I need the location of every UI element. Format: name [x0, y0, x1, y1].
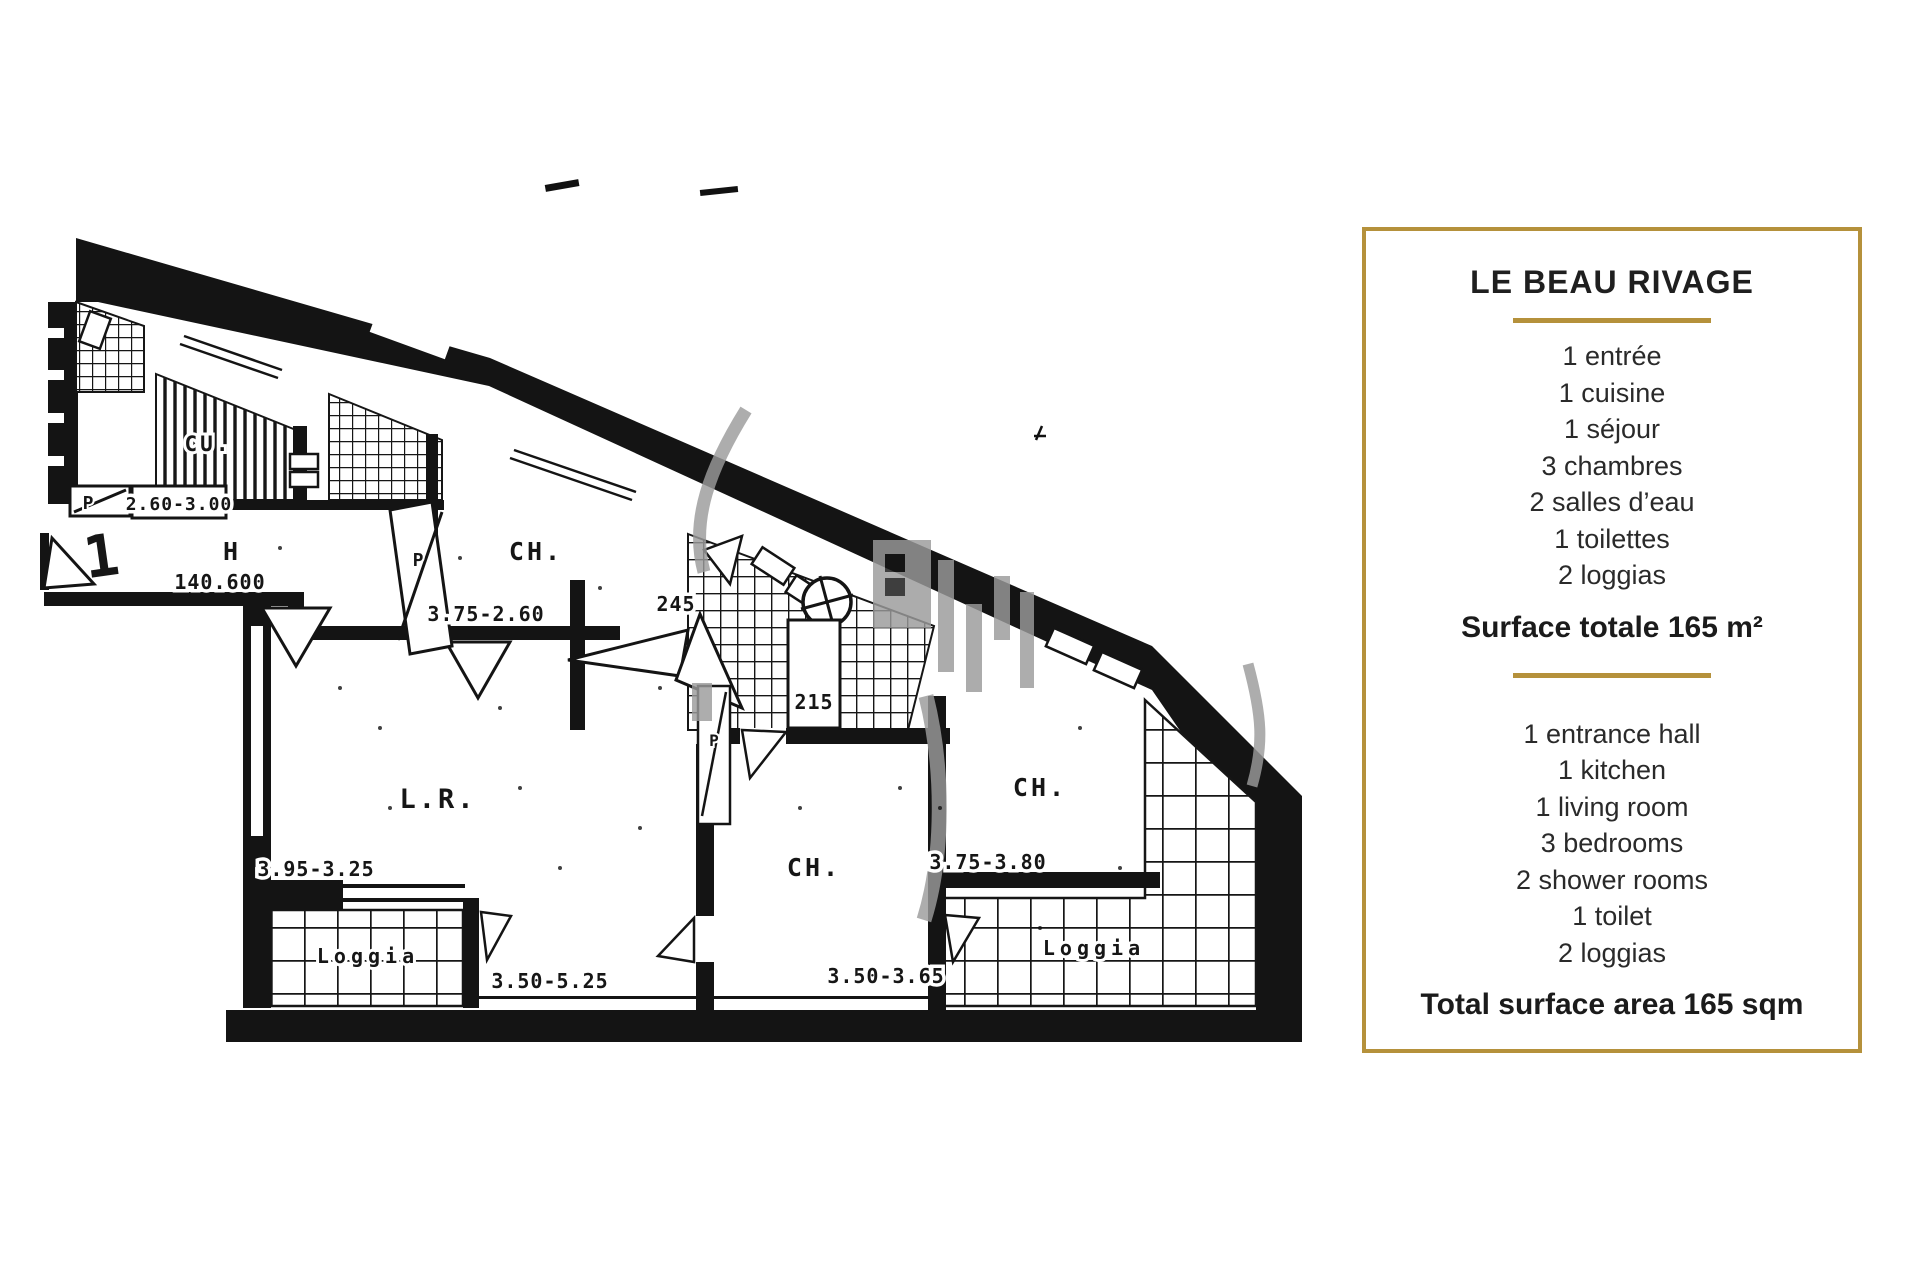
room-item-fr: 3 chambres	[1541, 450, 1683, 481]
loggia-door-swing	[481, 912, 511, 960]
door-swing	[742, 730, 786, 778]
bottom-wall	[226, 1010, 1302, 1042]
dim-label-bath: 245	[656, 592, 696, 616]
room-list-english	[1366, 716, 1858, 972]
right-wall	[1256, 816, 1302, 1042]
room-label-hall: H	[222, 537, 242, 566]
kitchen-unit	[290, 472, 318, 487]
floor-plan	[40, 168, 1302, 1045]
shower-room-1-tiles	[329, 394, 442, 500]
dim-label-hall: 140.600	[174, 570, 266, 594]
room-item-en: 1 living room	[1535, 791, 1689, 822]
room-list-french	[1366, 338, 1858, 594]
room-item-fr: 1 cuisine	[1558, 377, 1666, 408]
scan-smudges	[545, 179, 1046, 440]
room-label-closet-2: P	[412, 550, 424, 571]
surface-total-fr: Surface totale 165 m²	[1461, 610, 1763, 644]
dim-label-closet: 2.60-3.00	[125, 494, 233, 515]
room-label-bedroom-top: CH.	[508, 537, 564, 566]
room-label-closet-3: P	[709, 731, 719, 750]
room-item-fr: 1 séjour	[1563, 414, 1661, 444]
dim-label-wc: 215	[794, 690, 834, 714]
dim-label-living-a: 3.95-3.25	[257, 857, 375, 881]
divider-top	[1513, 318, 1711, 323]
divider-middle	[1513, 673, 1711, 678]
room-item-fr: 2 loggias	[1557, 560, 1667, 590]
info-panel	[1362, 227, 1862, 1053]
room-label-loggia-right: Loggia	[1042, 936, 1146, 960]
door-swing	[446, 642, 510, 698]
room-label-closet-1: P	[82, 493, 94, 514]
dim-label-bedroom-right: 3.75-3.80	[929, 850, 1047, 874]
room-label-bedroom-right: CH.	[1012, 773, 1068, 802]
room-item-en: 3 bedrooms	[1540, 828, 1684, 858]
dim-label-living-b: 3.50-5.25	[491, 969, 609, 993]
door-swing	[658, 918, 694, 962]
room-item-fr: 2 salles d’eau	[1529, 487, 1695, 517]
room-item-en: 1 toilet	[1572, 901, 1652, 931]
kitchen-unit	[290, 454, 318, 469]
entry-tiles	[76, 302, 144, 392]
unit-number: 1	[79, 520, 124, 593]
dim-label-bedroom-middle: 3.50-3.65	[827, 964, 945, 988]
dim-label-bedroom-top: 3.75-2.60	[427, 602, 545, 626]
room-item-en: 1 kitchen	[1557, 755, 1667, 785]
room-label-kitchen: CU.	[184, 432, 232, 456]
panel-title: LE BEAU RIVAGE	[1470, 264, 1754, 300]
surface-total-en: Total surface area 165 sqm	[1420, 988, 1804, 1021]
room-item-en: 2 loggias	[1557, 937, 1667, 968]
room-label-loggia-left: Loggia	[316, 944, 420, 968]
room-item-fr: 1 entrée	[1562, 341, 1662, 371]
room-label-bedroom-middle: CH.	[786, 853, 842, 882]
room-item-en: 2 shower rooms	[1515, 864, 1709, 895]
room-label-living: L.R.	[399, 784, 477, 815]
room-item-fr: 1 toilettes	[1554, 523, 1670, 554]
room-item-en: 1 entrance hall	[1523, 718, 1701, 749]
